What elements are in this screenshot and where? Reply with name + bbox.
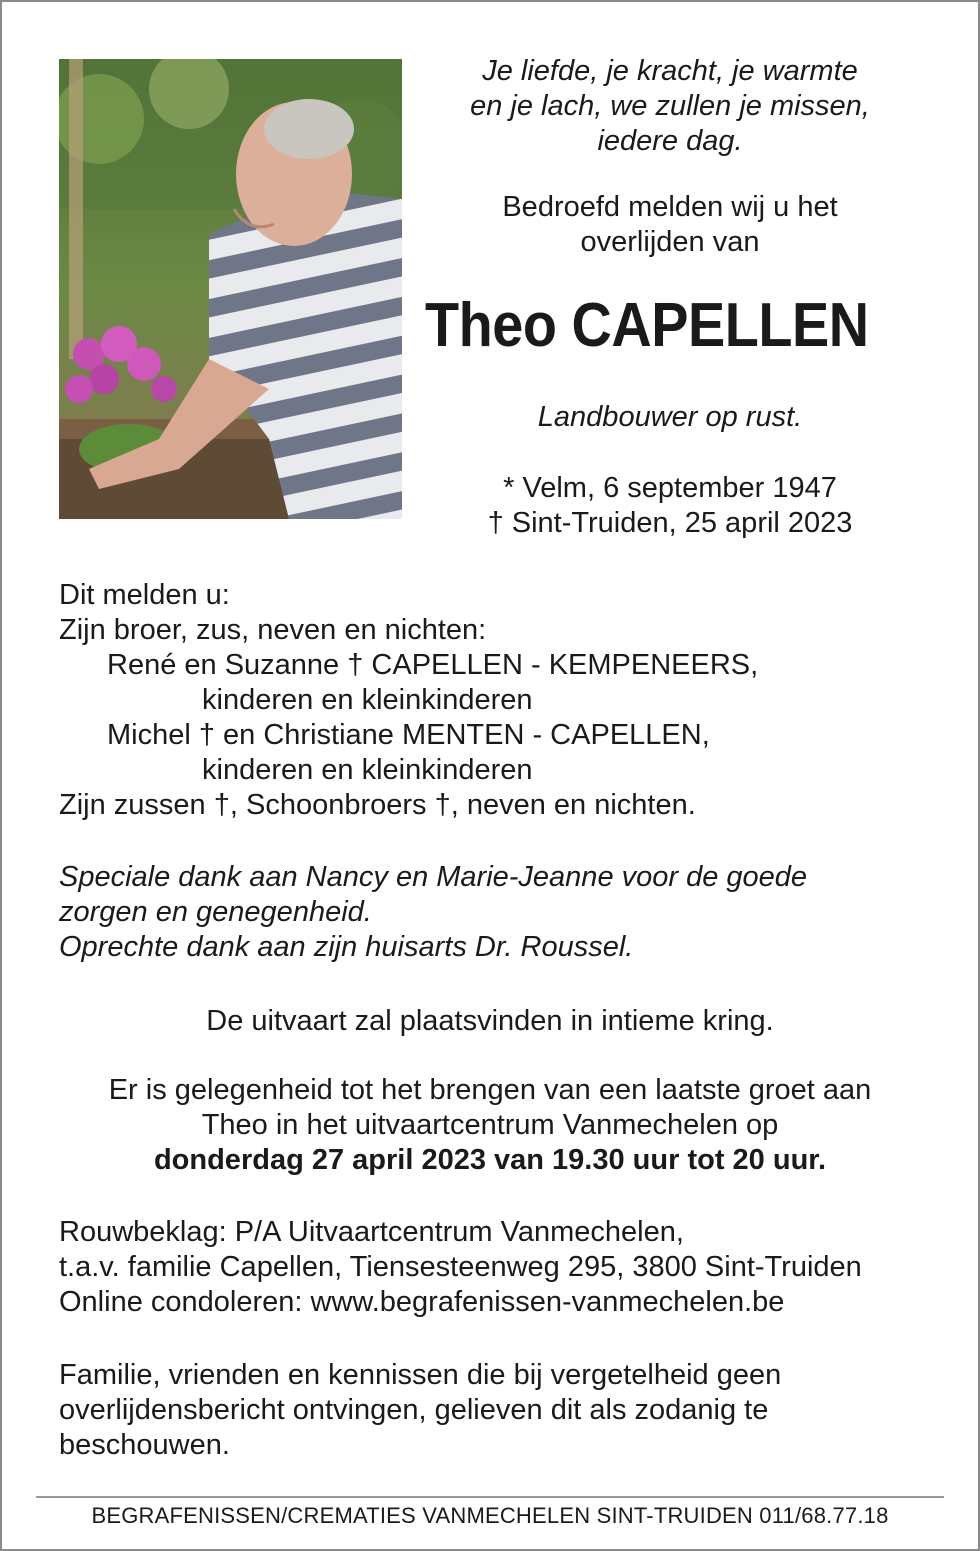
footer-text: BEGRAFENISSEN/CREMATIES VANMECHELEN SINT-TRUIDEN 011/68.77.18 [91,1503,889,1528]
visitation-info [0,1073,980,1178]
announcement-line: overlijden van [580,226,760,258]
family-intro: Dit melden u: [59,579,230,611]
quote-line: en je lach, we zullen je missen, [470,90,870,122]
notice-line: Familie, vrienden en kennissen die bij vergetelheid geen [59,1359,782,1391]
quote-line: Je liefde, je kracht, je warmte [482,55,858,87]
thanks-line: Oprechte dank aan zijn huisarts Dr. Roussel. [59,931,634,963]
portrait-photo-icon [59,59,402,519]
contact-info [59,1215,939,1320]
notice-line: overlijdensbericht ontvingen, gelieven dit als zodanig te [59,1394,769,1426]
funeral-text: De uitvaart zal plaatsvinden in intieme kring. [206,1005,774,1037]
footer-divider [36,1496,944,1498]
thanks-line: zorgen en genegenheid. [59,896,372,928]
announcement-line: Bedroefd melden wij u het [502,191,838,223]
visitation-line: Theo in het uitvaartcentrum Vanmechelen op [201,1109,779,1141]
contact-line: t.a.v. familie Capellen, Tiensesteenweg 295, 3800 Sint-Truiden [59,1251,862,1283]
family-group-heading: Zijn broer, zus, neven en nichten: [59,614,487,646]
family-couple-sub: kinderen en kleinkinderen [202,684,533,716]
funeral-info [0,1004,980,1039]
thanks-line: Speciale dank aan Nancy en Marie-Jeanne voor de goede [59,861,808,893]
occupation-text: Landbouwer op rust. [537,401,803,433]
family-couple-sub: kinderen en kleinkinderen [202,754,533,786]
visitation-datetime: donderdag 27 april 2023 van 19.30 uur tot 20 uur. [153,1144,827,1176]
deceased-name: Theo CAPELLEN [425,291,869,360]
family-couple: René en Suzanne † CAPELLEN - KEMPENEERS, [107,649,759,681]
portrait-photo [59,59,402,519]
family-group: Zijn zussen †, Schoonbroers †, neven en nichten. [59,789,696,821]
life-dates [430,471,910,541]
condolence-link: Online condoleren: www.begrafenissen-vanmechelen.be [59,1286,785,1318]
notice-line: beschouwen. [59,1429,230,1461]
memorial-quote [440,54,900,159]
birth-date: * Velm, 6 september 1947 [503,472,837,504]
occupation [430,400,910,435]
family-couple: Michel † en Christiane MENTEN - CAPELLEN, [107,719,710,751]
announcement [440,190,900,260]
death-date: † Sint-Truiden, 25 april 2023 [487,507,853,539]
visitation-line: Er is gelegenheid tot het brengen van een laatste groet aan [108,1074,872,1106]
quote-line: iedere dag. [597,125,743,157]
notice [59,1358,939,1463]
contact-line: Rouwbeklag: P/A Uitvaartcentrum Vanmechelen, [59,1216,684,1248]
thanks [59,860,939,965]
family-list [59,578,939,823]
